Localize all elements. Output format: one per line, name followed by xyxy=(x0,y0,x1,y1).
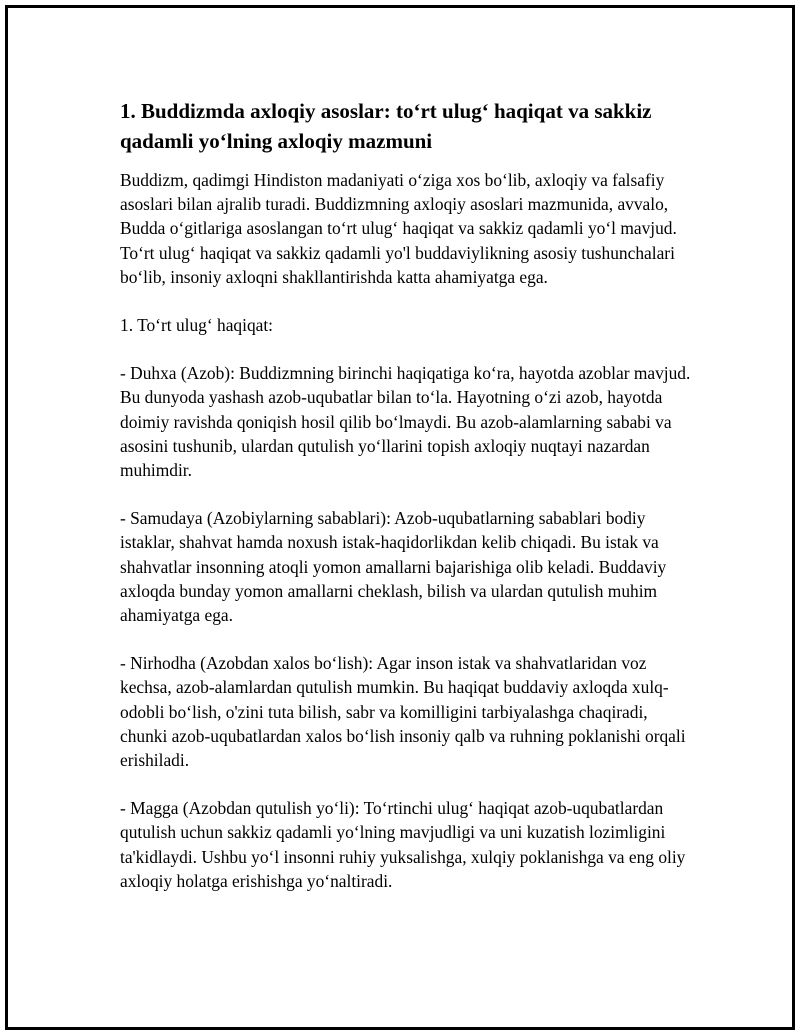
document-body xyxy=(120,96,695,917)
page-frame xyxy=(5,5,795,1030)
truth-nirodha-paragraph: - Nirhodha (Azobdan xalos bo‘lish): Agar inson istak va shahvatlaridan voz kechsa, azob-alamlardan qutulish mumkin. Bu haqiqat buddaviy axloqda xulq-odobli bo‘lish, o'zini tuta bilish, sabr va komilligini tarbiyalashga chaqiradi, chunki azob-uqubatlardan xalos bo‘lish insoniy qalb va ruhning poklanishi orqali erishiladi. xyxy=(120,653,686,771)
truth-magga-paragraph: - Magga (Azobdan qutulish yo‘li): To‘rtinchi ulug‘ haqiqat azob-uqubatlardan qutulish uchun sakkiz qadamli yo‘lning mavjudligi va uni kuzatish lozimligini ta'kidlaydi. Ushbu yo‘l insonni ruhiy yuksalishga, xulqiy poklanishga va eng oliy axloqiy holatga erishishga yo‘naltiradi. xyxy=(120,798,686,891)
subsection-heading: 1. To‘rt ulug‘ haqiqat: xyxy=(120,315,274,336)
intro-paragraph: Buddizm, qadimgi Hindiston madaniyati o‘ziga xos bo‘lib, axloqiy va falsafiy asoslari bilan ajralib turadi. Buddizmning axloqiy asoslari mazmunida, avvalo, Budda o‘gitlariga asoslangan to‘rt ulug‘ haqiqat va sakkiz qadamli yo‘l mavjud. To‘rt ulug‘ haqiqat va sakkiz qadamli yo'l buddaviylikning asosiy tushunchalari bo‘lib, insoniy axloqni shakllantirishda katta ahamiyatga ega. xyxy=(120,170,677,287)
section-title: 1. Buddizmda axloqiy asoslar: to‘rt ulug‘ haqiqat va sakkiz qadamli yo‘lning axloqiy mazmuni xyxy=(120,99,652,153)
truth-samudaya-paragraph: - Samudaya (Azobiylarning sabablari): Azob-uqubatlarning sabablari bodiy istaklar, shahvat hamda noxush istak-haqidorlikdan kelib chiqadi. Bu istak va shahvatlar insonning atoqli yomon amallarni bajarishiga olib keladi. Buddaviy axloqda bunday yomon amallarni cheklash, bilish va ulardan qutulish muhim ahamiyatga ega. xyxy=(120,508,667,626)
truth-dukkha-paragraph: - Duhxa (Azob): Buddizmning birinchi haqiqatiga ko‘ra, hayotda azoblar mavjud. Bu dunyoda yashash azob-uqubatlar bilan to‘la. Hayotning o‘zi azob, hayotda doimiy ravishda qoniqish hosil qilib bo‘lmaydi. Bu azob-alamlarning sababi va asosini tushunib, ulardan qutulish yo‘llarini topish axloqiy nuqtayi nazardan muhimdir. xyxy=(120,363,691,481)
